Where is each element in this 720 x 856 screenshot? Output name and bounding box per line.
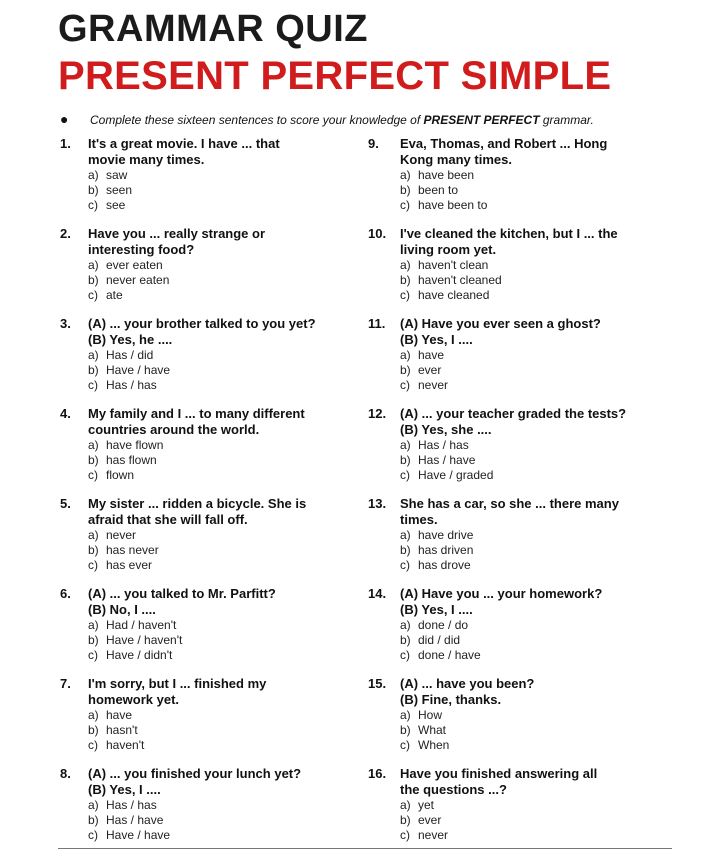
option-text: flown <box>106 468 135 482</box>
option-letter: a) <box>88 438 99 452</box>
bottom-divider <box>58 848 672 849</box>
option-text: have cleaned <box>418 288 490 302</box>
answer-option <box>88 813 365 828</box>
question-item <box>60 136 365 226</box>
question-text: She has a car, so she ... there many times. <box>400 496 619 527</box>
question-number: 10. <box>368 226 387 241</box>
question-line <box>60 586 365 618</box>
option-text: Had / haven't <box>106 618 177 632</box>
option-text: ever <box>418 813 442 827</box>
question-item <box>368 136 668 226</box>
option-text: ever <box>418 363 442 377</box>
option-text: Has / has <box>418 438 469 452</box>
answer-option <box>400 633 668 648</box>
answer-option <box>400 543 668 558</box>
answer-option <box>88 798 365 813</box>
question-text: I've cleaned the kitchen, but I ... the living room yet. <box>400 226 618 257</box>
question-text: (A) Have you ... your homework? (B) Yes, I .... <box>400 586 603 617</box>
option-letter: c) <box>88 468 98 482</box>
option-letter: b) <box>400 183 411 197</box>
option-letter: c) <box>88 378 98 392</box>
answer-option <box>400 468 668 483</box>
answer-option <box>88 378 365 393</box>
instruction-text-bold: PRESENT PERFECT <box>423 113 540 127</box>
question-number: 11. <box>368 316 386 331</box>
option-letter: a) <box>400 258 411 272</box>
option-text: ate <box>106 288 123 302</box>
question-text: Have you finished answering all the questions ...? <box>400 766 598 797</box>
answer-option <box>88 723 365 738</box>
question-line <box>60 406 365 438</box>
option-letter: c) <box>400 828 410 842</box>
option-text: haven't clean <box>418 258 489 272</box>
question-text: It's a great movie. I have ... that movie many times. <box>88 136 280 167</box>
answer-option <box>88 618 365 633</box>
left-question-column <box>60 136 365 856</box>
answer-option <box>400 378 668 393</box>
option-letter: a) <box>88 258 99 272</box>
option-letter: b) <box>400 723 411 737</box>
answer-option <box>88 453 365 468</box>
question-text: My sister ... ridden a bicycle. She is afraid that she will fall off. <box>88 496 307 527</box>
answer-option <box>88 558 365 573</box>
question-item <box>368 586 668 676</box>
option-text: When <box>418 738 450 752</box>
answer-option <box>88 348 365 363</box>
question-text: Eva, Thomas, and Robert ... Hong Kong many times. <box>400 136 608 167</box>
answer-option <box>400 348 668 363</box>
option-text: have been <box>418 168 475 182</box>
question-number: 15. <box>368 676 387 691</box>
option-letter: a) <box>88 798 99 812</box>
option-text: haven't cleaned <box>418 273 502 287</box>
option-text: Have / didn't <box>106 648 173 662</box>
option-letter: a) <box>400 798 411 812</box>
answer-option <box>400 648 668 663</box>
option-text: see <box>106 198 126 212</box>
question-text: (A) ... have you been? (B) Fine, thanks. <box>400 676 535 707</box>
question-item <box>60 586 365 676</box>
answer-option <box>88 288 365 303</box>
question-item <box>60 316 365 406</box>
option-letter: a) <box>88 708 99 722</box>
right-question-column <box>368 136 668 856</box>
option-text: have <box>106 708 133 722</box>
question-text: (A) ... you finished your lunch yet? (B) Yes, I .... <box>88 766 302 797</box>
option-text: never <box>106 528 137 542</box>
question-line <box>368 406 668 438</box>
option-letter: c) <box>400 468 410 482</box>
option-letter: a) <box>400 618 411 632</box>
option-text: has ever <box>106 558 153 572</box>
option-letter: a) <box>400 168 411 182</box>
answer-option <box>88 543 365 558</box>
question-line <box>368 226 668 258</box>
question-line <box>368 676 668 708</box>
answer-option <box>400 618 668 633</box>
option-letter: b) <box>88 633 99 647</box>
option-letter: c) <box>88 288 98 302</box>
question-number: 3. <box>60 316 71 331</box>
answer-option <box>88 708 365 723</box>
option-letter: c) <box>88 648 98 662</box>
question-number: 9. <box>368 136 379 151</box>
answer-option <box>400 258 668 273</box>
question-line <box>60 226 365 258</box>
option-text: never eaten <box>106 273 170 287</box>
option-text: Has / have <box>418 453 476 467</box>
answer-option <box>400 528 668 543</box>
option-letter: b) <box>88 183 99 197</box>
answer-option <box>88 198 365 213</box>
answer-option <box>88 528 365 543</box>
option-letter: a) <box>88 348 99 362</box>
option-text: hasn't <box>106 723 138 737</box>
question-item <box>60 406 365 496</box>
answer-option <box>400 453 668 468</box>
answer-option <box>88 738 365 753</box>
option-letter: b) <box>88 273 99 287</box>
question-item <box>368 316 668 406</box>
answer-option <box>88 183 365 198</box>
option-letter: c) <box>400 648 410 662</box>
answer-option <box>400 438 668 453</box>
question-text: (A) ... your teacher graded the tests? (B) Yes, she .... <box>400 406 627 437</box>
option-text: never <box>418 828 449 842</box>
question-line <box>368 136 668 168</box>
question-line <box>368 766 668 798</box>
question-number: 8. <box>60 766 71 781</box>
option-letter: a) <box>400 708 411 722</box>
question-line <box>60 676 365 708</box>
answer-option <box>88 273 365 288</box>
option-text: have drive <box>418 528 474 542</box>
option-text: has flown <box>106 453 157 467</box>
answer-option <box>88 648 365 663</box>
question-text: (A) Have you ever seen a ghost? (B) Yes, I .... <box>400 316 601 347</box>
answer-option <box>88 468 365 483</box>
page-subtitle: PRESENT PERFECT SIMPLE <box>58 54 612 98</box>
option-text: have flown <box>106 438 164 452</box>
question-text: I'm sorry, but I ... finished my homework yet. <box>88 676 267 707</box>
instructions <box>60 111 700 127</box>
question-line <box>60 316 365 348</box>
question-line <box>60 136 365 168</box>
option-text: Have / haven't <box>106 633 183 647</box>
option-letter: a) <box>88 618 99 632</box>
option-letter: b) <box>400 813 411 827</box>
option-text: has never <box>106 543 159 557</box>
question-item <box>60 496 365 586</box>
question-number: 12. <box>368 406 387 421</box>
question-line <box>368 316 668 348</box>
answer-option <box>400 558 668 573</box>
question-item <box>60 766 365 856</box>
question-item <box>368 496 668 586</box>
question-line <box>60 766 365 798</box>
answer-option <box>400 723 668 738</box>
option-text: has driven <box>418 543 474 557</box>
option-text: done / do <box>418 618 469 632</box>
option-text: never <box>418 378 449 392</box>
option-letter: a) <box>400 528 411 542</box>
option-letter: c) <box>88 558 98 572</box>
question-number: 7. <box>60 676 71 691</box>
option-text: have <box>418 348 445 362</box>
question-item <box>368 766 668 856</box>
instruction-text-post: grammar. <box>539 113 594 127</box>
option-letter: c) <box>400 558 410 572</box>
question-number: 6. <box>60 586 71 601</box>
answer-option <box>400 183 668 198</box>
answer-option <box>400 363 668 378</box>
question-number: 14. <box>368 586 387 601</box>
question-text: (A) ... your brother talked to you yet? (B) Yes, he .... <box>88 316 316 347</box>
question-item <box>60 226 365 316</box>
question-line <box>368 496 668 528</box>
option-letter: c) <box>400 288 410 302</box>
question-item <box>368 676 668 766</box>
option-text: seen <box>106 183 133 197</box>
option-text: What <box>418 723 447 737</box>
option-letter: a) <box>88 168 99 182</box>
question-text: My family and I ... to many different countries around the world. <box>88 406 305 437</box>
question-line <box>60 496 365 528</box>
option-text: Have / have <box>106 828 171 842</box>
answer-option <box>400 198 668 213</box>
option-text: haven't <box>106 738 145 752</box>
option-letter: b) <box>400 633 411 647</box>
option-text: Have / have <box>106 363 171 377</box>
option-text: Has / did <box>106 348 154 362</box>
answer-option <box>88 633 365 648</box>
option-letter: b) <box>88 723 99 737</box>
option-text: done / have <box>418 648 481 662</box>
question-item <box>60 676 365 766</box>
answer-option <box>400 738 668 753</box>
instruction-text-pre: Complete these sixteen sentences to score your knowledge of <box>90 113 424 127</box>
option-letter: a) <box>88 528 99 542</box>
option-letter: a) <box>400 348 411 362</box>
answer-option <box>88 363 365 378</box>
question-text: Have you ... really strange or interesting food? <box>88 226 266 257</box>
question-text: (A) ... you talked to Mr. Parfitt? (B) No, I .... <box>88 586 276 617</box>
bullet-icon: ● <box>60 111 69 127</box>
question-line <box>368 586 668 618</box>
answer-option <box>400 708 668 723</box>
option-letter: b) <box>400 273 411 287</box>
option-letter: c) <box>400 378 410 392</box>
question-number: 13. <box>368 496 387 511</box>
answer-option <box>88 258 365 273</box>
option-text: ever eaten <box>106 258 163 272</box>
option-text: yet <box>418 798 435 812</box>
option-letter: a) <box>400 438 411 452</box>
answer-option <box>88 828 365 843</box>
question-number: 4. <box>60 406 71 421</box>
answer-option <box>400 798 668 813</box>
answer-option <box>88 438 365 453</box>
option-letter: b) <box>88 543 99 557</box>
option-text: been to <box>418 183 459 197</box>
answer-option <box>400 273 668 288</box>
answer-option <box>400 288 668 303</box>
page-title: GRAMMAR QUIZ <box>58 8 368 50</box>
answer-option <box>400 828 668 843</box>
answer-option <box>88 168 365 183</box>
option-letter: b) <box>400 363 411 377</box>
option-text: Has / has <box>106 378 157 392</box>
option-letter: c) <box>400 738 410 752</box>
option-text: have been to <box>418 198 488 212</box>
option-letter: c) <box>400 198 410 212</box>
option-letter: b) <box>400 543 411 557</box>
option-letter: b) <box>88 363 99 377</box>
option-text: Has / have <box>106 813 164 827</box>
option-text: saw <box>106 168 128 182</box>
answer-option <box>400 813 668 828</box>
option-text: Have / graded <box>418 468 494 482</box>
option-letter: c) <box>88 198 98 212</box>
option-letter: b) <box>88 813 99 827</box>
question-number: 2. <box>60 226 71 241</box>
question-item <box>368 406 668 496</box>
option-text: Has / has <box>106 798 157 812</box>
option-letter: b) <box>88 453 99 467</box>
option-text: did / did <box>418 633 461 647</box>
option-letter: b) <box>400 453 411 467</box>
question-item <box>368 226 668 316</box>
answer-option <box>400 168 668 183</box>
option-letter: c) <box>88 828 98 842</box>
option-text: How <box>418 708 443 722</box>
option-letter: c) <box>88 738 98 752</box>
option-text: has drove <box>418 558 471 572</box>
question-number: 16. <box>368 766 387 781</box>
question-number: 5. <box>60 496 71 511</box>
question-number: 1. <box>60 136 71 151</box>
